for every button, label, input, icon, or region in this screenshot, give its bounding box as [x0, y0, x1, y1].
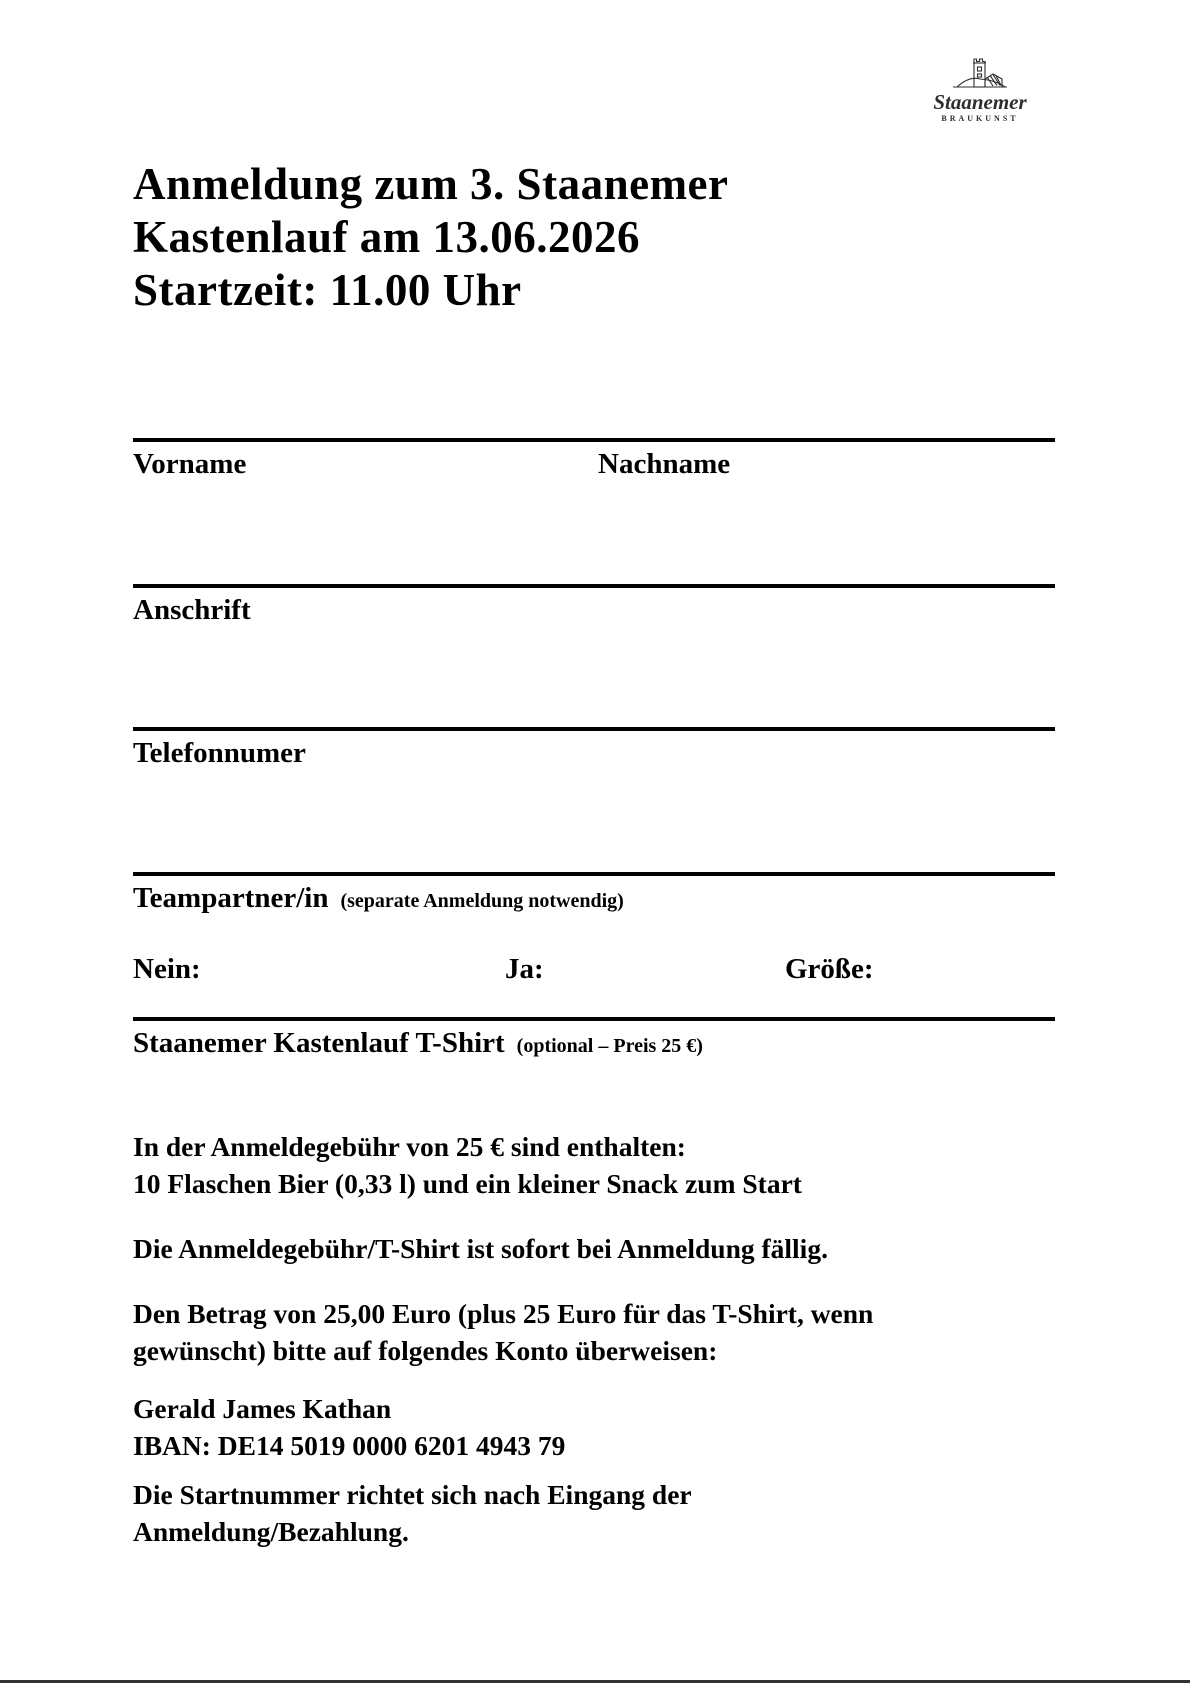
- transfer-paragraph: [133, 1295, 873, 1369]
- teampartner-note: (separate Anmeldung notwendig): [340, 890, 624, 912]
- iban: IBAN: DE14 5019 0000 6201 4943 79: [133, 1430, 566, 1461]
- account-holder: Gerald James Kathan: [133, 1393, 392, 1424]
- startnumber-line-2: Anmeldung/Bezahlung.: [133, 1516, 409, 1547]
- bank-details: [133, 1390, 565, 1464]
- teampartner-section-line: [133, 872, 1055, 876]
- brewery-tower-icon: [903, 56, 1057, 90]
- brand-logo: [903, 56, 1057, 123]
- startnumber-paragraph: [133, 1476, 692, 1550]
- phone-label: Telefonnumer: [133, 737, 306, 769]
- last-name-label: Nachname: [598, 448, 731, 480]
- due-note: Die Anmeldegebühr/T-Shirt ist sofort bei Anmeldung fällig.: [133, 1233, 828, 1264]
- page-title: [133, 158, 729, 317]
- fee-paragraph: [133, 1128, 802, 1202]
- teampartner-yes-label: Ja:: [505, 953, 544, 985]
- tshirt-label-row: [133, 1027, 703, 1062]
- phone-field-line: [133, 727, 1055, 731]
- fee-detail: 10 Flaschen Bier (0,33 l) und ein kleiner Snack zum Start: [133, 1168, 802, 1199]
- brand-subtitle: BRAUKUNST: [941, 114, 1019, 123]
- tshirt-note: (optional – Preis 25 €): [516, 1035, 703, 1057]
- brand-name: Staanemer: [933, 90, 1027, 114]
- fee-heading: In der Anmeldegebühr von 25 € sind enthalten:: [133, 1131, 686, 1162]
- title-line-1: Anmeldung zum 3. Staanemer: [133, 159, 729, 209]
- startnumber-line-1: Die Startnummer richtet sich nach Eingang der: [133, 1479, 692, 1510]
- address-field-line: [133, 584, 1055, 588]
- tshirt-label: Staanemer Kastenlauf T-Shirt: [133, 1027, 505, 1059]
- title-line-3: Startzeit: 11.00 Uhr: [133, 265, 522, 315]
- title-line-2: Kastenlauf am 13.06.2026: [133, 212, 640, 262]
- teampartner-no-label: Nein:: [133, 953, 201, 985]
- first-name-label: Vorname: [133, 448, 247, 480]
- address-label: Anschrift: [133, 594, 251, 626]
- tshirt-section-line: [133, 1017, 1055, 1021]
- transfer-line-2: gewünscht) bitte auf folgendes Konto überweisen:: [133, 1335, 718, 1366]
- teampartner-label: Teampartner/in: [133, 882, 329, 914]
- transfer-line-1: Den Betrag von 25,00 Euro (plus 25 Euro für das T-Shirt, wenn: [133, 1298, 874, 1329]
- teampartner-size-label: Größe:: [785, 953, 874, 985]
- teampartner-label-row: [133, 882, 624, 917]
- name-field-line: [133, 438, 1055, 442]
